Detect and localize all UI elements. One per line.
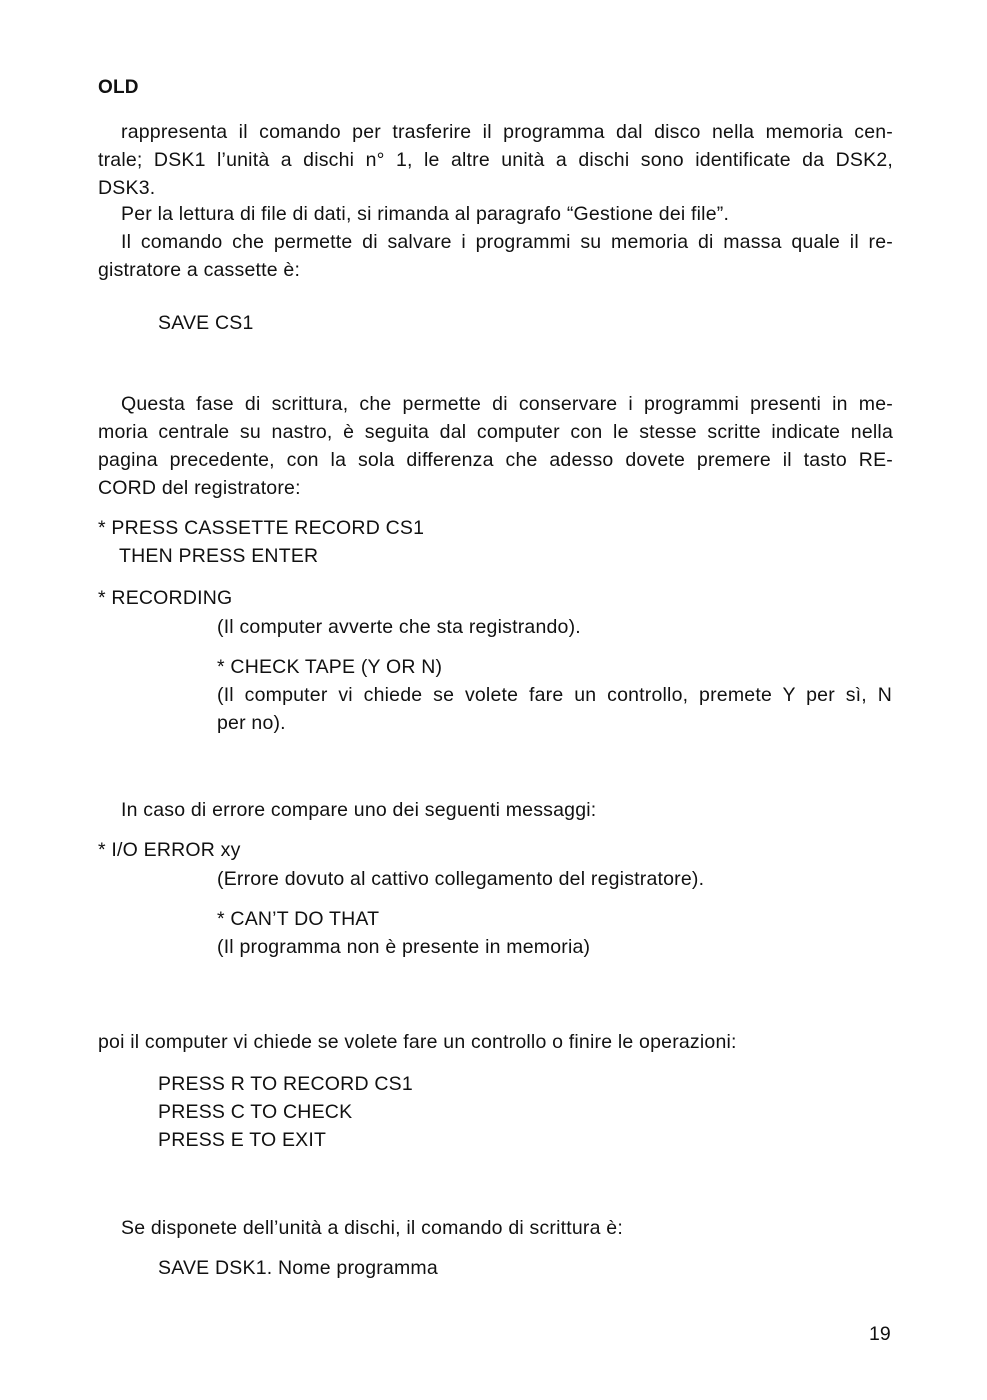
page-number: 19 (869, 1323, 891, 1345)
note-line: per no). (217, 712, 286, 734)
code-line: PRESS R TO RECORD CS1 (158, 1073, 413, 1095)
paragraph-line: pagina precedente, con la sola differenza che adesso dovete premere il tasto RE- (98, 449, 893, 471)
message-line: * RECORDING (98, 587, 233, 609)
code-line: SAVE DSK1. Nome programma (158, 1257, 438, 1279)
paragraph-line: In caso di errore compare uno dei seguenti messaggi: (121, 799, 597, 821)
code-line: PRESS C TO CHECK (158, 1101, 353, 1123)
paragraph-line: poi il computer vi chiede se volete fare un controllo o finire le operazioni: (98, 1031, 737, 1053)
note-line: (Errore dovuto al cattivo collegamento del registratore). (217, 868, 705, 890)
paragraph-line: trale; DSK1 l’unità a dischi n° 1, le altre unità a dischi sono identificate da DSK2, (98, 149, 893, 171)
section-heading: OLD (98, 77, 139, 98)
note-line: (Il computer avverte che sta registrando). (217, 616, 581, 638)
note-line: (Il programma non è presente in memoria) (217, 936, 591, 958)
code-line: SAVE CS1 (158, 312, 254, 334)
paragraph-line: Il comando che permette di salvare i programmi su memoria di massa quale il re- (121, 231, 893, 253)
code-line: PRESS E TO EXIT (158, 1129, 327, 1151)
message-line: * PRESS CASSETTE RECORD CS1 (98, 517, 425, 539)
paragraph-line: Se disponete dell’unità a dischi, il comando di scrittura è: (121, 1217, 623, 1239)
paragraph-line: gistratore a cassette è: (98, 259, 301, 281)
message-line: THEN PRESS ENTER (119, 545, 319, 567)
paragraph-line: DSK3. (98, 177, 156, 199)
paragraph-line: CORD del registratore: (98, 477, 301, 499)
message-line: * CHECK TAPE (Y OR N) (217, 656, 443, 678)
paragraph-line: moria centrale su nastro, è seguita dal computer con le stesse scritte indicate nella (98, 421, 893, 443)
paragraph-line: rappresenta il comando per trasferire il programma dal disco nella memoria cen- (121, 121, 893, 143)
message-line: * CAN’T DO THAT (217, 908, 380, 930)
paragraph-line: Per la lettura di file di dati, si rimanda al paragrafo “Gestione dei file”. (121, 203, 730, 225)
paragraph-line: Questa fase di scrittura, che permette di conservare i programmi presenti in me- (121, 393, 893, 415)
message-line: * I/O ERROR xy (98, 839, 241, 861)
note-line: (Il computer vi chiede se volete fare un controllo, premete Y per sì, N (217, 684, 892, 706)
